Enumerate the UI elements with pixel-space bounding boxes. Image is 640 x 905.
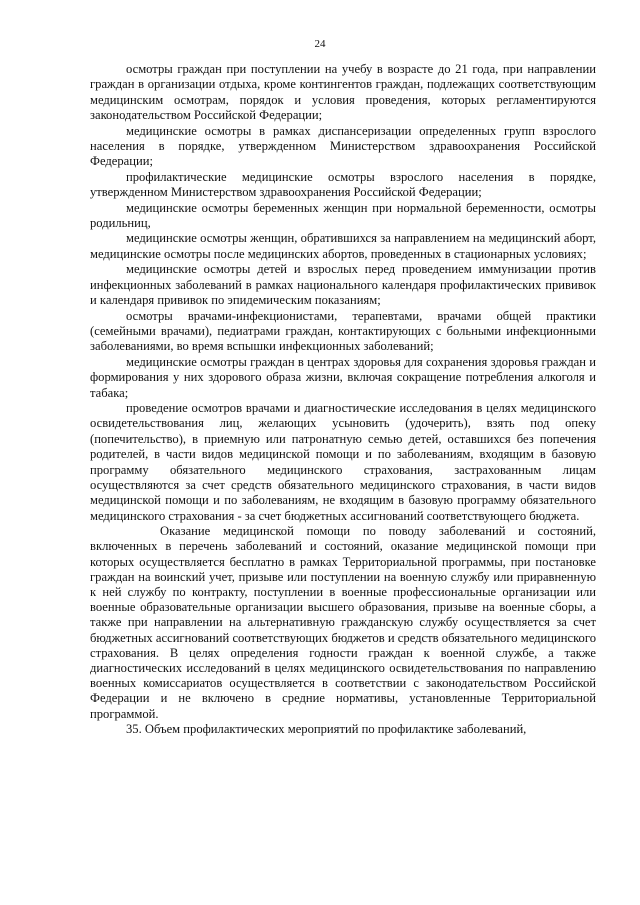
paragraph-adoption-exams: проведение осмотров врачами и диагностические исследования в целях медицинского освидетельствования лиц, желающих усыновить (удочерить), взять под опеку (попечительство), в приемную или патронатную семью детей, оставшихся без попечения родителей, в части видов медицинской помощи и по заболеваниям, входящим в базовую программу обязательного медицинского страхования, застрахованным лицам осуществляются за счет средств обязательного медицинского страхования, в части видов медицинской помощи и по заболеваниям, не входящим в базовую программу обязательного медицинского страхования - за счет бюджетных ассигнований соответствующего бюджета.	[90, 400, 596, 523]
document-body	[90, 62, 596, 737]
paragraph-immunization-exams: медицинские осмотры детей и взрослых перед проведением иммунизации против инфекционных заболеваний в рамках национального календаря профилактических прививок и календаря прививок по эпидемическим показаниям;	[90, 262, 596, 308]
paragraph-military-exams: Оказание медицинской помощи по поводу заболеваний и состояний, включенных в перечень заболеваний и состояний, оказание медицинской помощи при которых осуществляется бесплатно в рамках Территориальной программы, при постановке граждан на воинский учет, призыве или поступлении на военную службу или приравненную к ней службу по контракту, поступлении в военные профессиональные организации или военные образовательные организации высшего образования, призыве на военные сборы, а также при направлении на альтернативную гражданскую службу осуществляется за счет бюджетных ассигнований соответствующих бюджетов и средств обязательного медицинского страхования. В целях определения годности граждан к военной службе, а также диагностических исследований в целях медицинского освидетельствования по направлению военных комиссариатов осуществляется в соответствии с законодательством Российской Федерации и не включено в средние нормативы, установленные Территориальной программой.	[90, 524, 596, 721]
paragraph-dispensary-exams: медицинские осмотры в рамках диспансеризации определенных групп взрослого населения в порядке, утвержденном Министерством здравоохранения Российской Федерации;	[90, 123, 596, 169]
page-number: 24	[314, 38, 326, 50]
paragraph-exam-study-rest: осмотры граждан при поступлении на учебу в возрасте до 21 года, при направлении граждан в организации отдыха, кроме контингентов граждан, подлежащих соответствующим медицинским осмотрам, порядок и условия проведения, которых регламентируются законодательством Российской Федерации;	[90, 62, 596, 123]
paragraph-section-35: 35. Объем профилактических мероприятий по профилактике заболеваний,	[126, 721, 527, 736]
paragraph-abortion-exams: медицинские осмотры женщин, обратившихся за направлением на медицинский аборт, медицинские осмотры после медицинских абортов, проведенных в стационарных условиях;	[90, 231, 596, 261]
paragraph-preventive-exams: профилактические медицинские осмотры взрослого населения в порядке, утвержденном Министерством здравоохранения Российской Федерации;	[90, 169, 596, 200]
paragraph-pregnant-exams: медицинские осмотры беременных женщин при нормальной беременности, осмотры родильниц,	[90, 200, 596, 231]
paragraph-infectious-exams: осмотры врачами-инфекционистами, терапевтами, врачами общей практики (семейными врачами), педиатрами граждан, контактирующих с больными инфекционными заболеваниями, во время вспышки инфекционных заболеваний;	[90, 308, 596, 354]
paragraph-health-centers: медицинские осмотры граждан в центрах здоровья для сохранения здоровья граждан и формирования у них здорового образа жизни, включая сокращение потребления алкоголя и табака;	[90, 354, 596, 400]
